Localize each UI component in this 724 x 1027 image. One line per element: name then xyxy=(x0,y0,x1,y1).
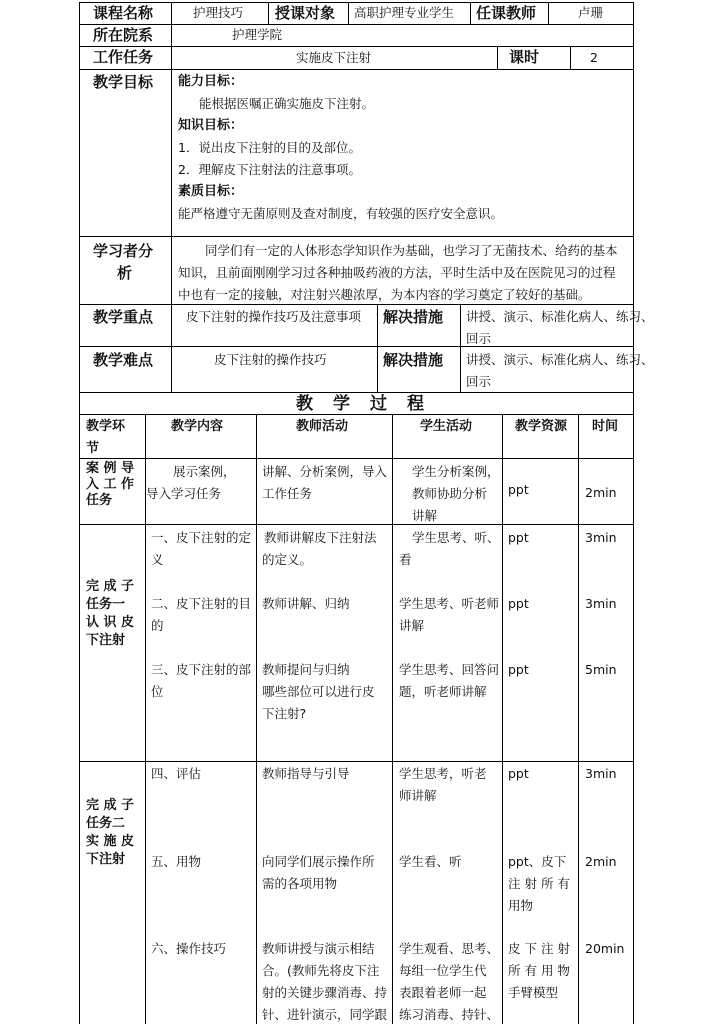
rule xyxy=(570,46,571,69)
quality-goal-title: 素质目标： xyxy=(178,184,244,199)
student-cell: 学生思考，听老 xyxy=(399,766,487,781)
col-time-header: 时间 xyxy=(592,419,619,434)
learner-analysis-text: 中也有一定的接触，对注射兴趣浓厚，为本内容的学习奠定了较好的基础。 xyxy=(178,287,591,302)
time-cell: 20min xyxy=(585,941,625,956)
class-hours-label: 课时 xyxy=(509,48,540,66)
rule xyxy=(460,304,461,392)
key-points-method-label: 解决措施 xyxy=(383,308,444,326)
col-stage-header: 节 xyxy=(86,441,100,456)
content-cell: 五、用物 xyxy=(151,854,202,869)
stage-name: 入 工 作 xyxy=(86,477,135,492)
resource-cell: 手臂模型 xyxy=(508,985,559,1000)
rule xyxy=(633,2,634,1024)
rule xyxy=(548,2,549,24)
resource-cell: 皮 下 注 射 xyxy=(508,941,570,956)
student-cell: 学生思考、听老师 xyxy=(399,596,500,611)
student-cell: 练习消毒、持针、 xyxy=(399,1007,500,1022)
teacher-cell: 教师指导与引导 xyxy=(262,766,350,781)
col-resource-header: 教学资源 xyxy=(515,419,568,434)
stage-name: 完 成 子 xyxy=(86,579,135,594)
resource-cell: 所 有 用 物 xyxy=(508,963,570,978)
student-cell: 表跟着老师一起 xyxy=(399,985,487,1000)
knowledge-goal-title: 知识目标： xyxy=(178,118,244,133)
difficulty-value: 皮下注射的操作技巧 xyxy=(214,352,327,367)
key-points-value: 皮下注射的操作技巧及注意事项 xyxy=(186,309,362,324)
time-cell: 2min xyxy=(585,854,617,869)
rule xyxy=(79,761,634,762)
content-cell: 展示案例， xyxy=(173,464,236,479)
teacher-cell: 工作任务 xyxy=(262,486,313,501)
resource-cell: ppt xyxy=(508,662,529,677)
difficulty-method-label: 解决措施 xyxy=(383,351,444,369)
key-points-label: 教学重点 xyxy=(93,308,154,326)
difficulty-method: 讲授、演示、标准化病人、练习、 xyxy=(466,352,654,367)
col-teacher-header: 教师活动 xyxy=(296,419,349,434)
rule xyxy=(171,2,172,392)
teacher-cell: 教师提问与归纳 xyxy=(262,662,350,677)
time-cell: 2min xyxy=(585,485,617,500)
key-points-method: 回示 xyxy=(466,331,492,346)
rule xyxy=(79,2,80,1024)
learner-analysis-label: 学习者分 xyxy=(93,242,154,260)
course-name-value: 护理技巧 xyxy=(193,5,244,20)
resource-cell: ppt xyxy=(508,530,529,545)
rule xyxy=(470,2,471,24)
rule xyxy=(79,346,634,347)
content-cell: 二、皮下注射的目 xyxy=(151,596,252,611)
rule xyxy=(392,414,393,1024)
teacher-cell: 教师讲授与演示相结 xyxy=(262,941,375,956)
rule xyxy=(79,524,634,525)
stage-name: 认 识 皮 xyxy=(86,615,135,630)
teacher-cell: 合。(教师先将皮下注 xyxy=(262,963,380,978)
stage-name: 任务 xyxy=(86,493,113,508)
ability-goal-text: 能根据医嘱正确实施皮下注射。 xyxy=(199,96,375,111)
rule xyxy=(256,414,257,1024)
department-value: 护理学院 xyxy=(232,27,283,42)
rule xyxy=(377,304,378,392)
rule xyxy=(578,414,579,1024)
teacher-cell: 哪些部位可以进行皮 xyxy=(262,684,375,699)
student-cell: 学生看、听 xyxy=(399,854,462,869)
student-cell: 讲解 xyxy=(399,618,425,633)
student-cell: 学生思考、听、 xyxy=(412,530,500,545)
ability-goal-title: 能力目标： xyxy=(178,74,244,89)
student-cell: 学生分析案例， xyxy=(412,464,500,479)
teacher-cell: 针、进针演示，同学跟 xyxy=(262,1007,388,1022)
teacher-value: 卢珊 xyxy=(578,5,604,20)
quality-goal-text: 能严格遵守无菌原则及查对制度，有较强的医疗安全意识。 xyxy=(178,206,504,221)
content-cell: 一、皮下注射的定 xyxy=(151,530,252,545)
rule xyxy=(145,414,146,1024)
stage-name: 任务二 xyxy=(86,816,126,831)
student-cell: 师讲解 xyxy=(399,788,437,803)
student-cell: 教师协助分析 xyxy=(412,486,488,501)
learner-analysis-text: 同学们有一定的人体形态学知识作为基础，也学习了无菌技术、给药的基本 xyxy=(205,243,618,258)
teacher-cell: 的定义。 xyxy=(262,552,313,567)
content-cell: 义 xyxy=(151,552,164,567)
time-cell: 5min xyxy=(585,662,617,677)
resource-cell: ppt xyxy=(508,766,529,781)
content-cell: 四、评估 xyxy=(151,766,202,781)
col-student-header: 学生活动 xyxy=(420,419,473,434)
resource-cell: 用物 xyxy=(508,898,534,913)
stage-name: 完 成 子 xyxy=(86,798,135,813)
rule xyxy=(497,46,498,69)
key-points-method: 讲授、演示、标准化病人、练习、 xyxy=(466,309,654,324)
task-label: 工作任务 xyxy=(93,48,154,66)
audience-value: 高职护理专业学生 xyxy=(354,5,455,20)
content-cell: 位 xyxy=(151,684,164,699)
resource-cell: ppt xyxy=(508,596,529,611)
stage-name: 任务一 xyxy=(86,597,126,612)
teacher-cell: 需的各项用物 xyxy=(262,876,338,891)
learner-analysis-label: 析 xyxy=(117,264,133,282)
teacher-cell: 射的关键步骤消毒、持 xyxy=(262,985,388,1000)
audience-label: 授课对象 xyxy=(275,4,336,22)
stage-name: 实 施 皮 xyxy=(86,834,135,849)
knowledge-goal-1: 1．说出皮下注射的目的及部位。 xyxy=(178,140,361,155)
col-stage-header: 教学环 xyxy=(86,419,126,434)
task-value: 实施皮下注射 xyxy=(296,50,372,65)
resource-cell: ppt xyxy=(508,482,529,497)
student-cell: 看 xyxy=(399,552,412,567)
knowledge-goal-2: 2．理解皮下注射法的注意事项。 xyxy=(178,162,361,177)
rule xyxy=(268,2,269,24)
content-cell: 导入学习任务 xyxy=(146,486,222,501)
time-cell: 3min xyxy=(585,530,617,545)
content-cell: 六、操作技巧 xyxy=(151,941,227,956)
rule xyxy=(79,458,634,459)
difficulty-method: 回示 xyxy=(466,374,492,389)
rule xyxy=(502,414,503,1024)
difficulty-label: 教学难点 xyxy=(93,351,154,369)
student-cell: 讲解 xyxy=(412,508,438,523)
student-cell: 每组一位学生代 xyxy=(399,963,487,978)
teacher-cell: 下注射? xyxy=(262,706,307,721)
student-cell: 学生思考、回答问 xyxy=(399,662,500,677)
resource-cell: ppt、皮下 xyxy=(508,854,567,869)
teacher-cell: 教师讲解、归纳 xyxy=(262,596,350,611)
teacher-cell: 向同学们展示操作所 xyxy=(262,854,375,869)
teacher-label: 任课教师 xyxy=(476,4,537,22)
department-label: 所在院系 xyxy=(93,26,154,44)
col-content-header: 教学内容 xyxy=(171,419,224,434)
time-cell: 3min xyxy=(585,596,617,611)
rule xyxy=(79,236,634,237)
class-hours-value: 2 xyxy=(590,50,598,65)
student-cell: 学生观看、思考、 xyxy=(399,941,500,956)
teacher-cell: 教师讲解皮下注射法 xyxy=(264,530,377,545)
course-name-label: 课程名称 xyxy=(93,4,154,22)
stage-name: 下注射 xyxy=(86,633,126,648)
content-cell: 的 xyxy=(151,618,164,633)
rule xyxy=(348,2,349,24)
resource-cell: 注 射 所 有 xyxy=(508,876,570,891)
time-cell: 3min xyxy=(585,766,617,781)
process-title: 教学过程 xyxy=(296,394,444,414)
stage-name: 下注射 xyxy=(86,852,126,867)
learner-analysis-text: 知识，且前面刚刚学习过各种抽吸药液的方法，平时生活中及在医院见习的过程 xyxy=(178,265,616,280)
student-cell: 题，听老师讲解 xyxy=(399,684,487,699)
teacher-cell: 讲解、分析案例，导入 xyxy=(262,464,388,479)
teaching-goals-label: 教学目标 xyxy=(93,73,154,91)
content-cell: 三、皮下注射的部 xyxy=(151,662,252,677)
stage-name: 案 例 导 xyxy=(86,461,135,476)
